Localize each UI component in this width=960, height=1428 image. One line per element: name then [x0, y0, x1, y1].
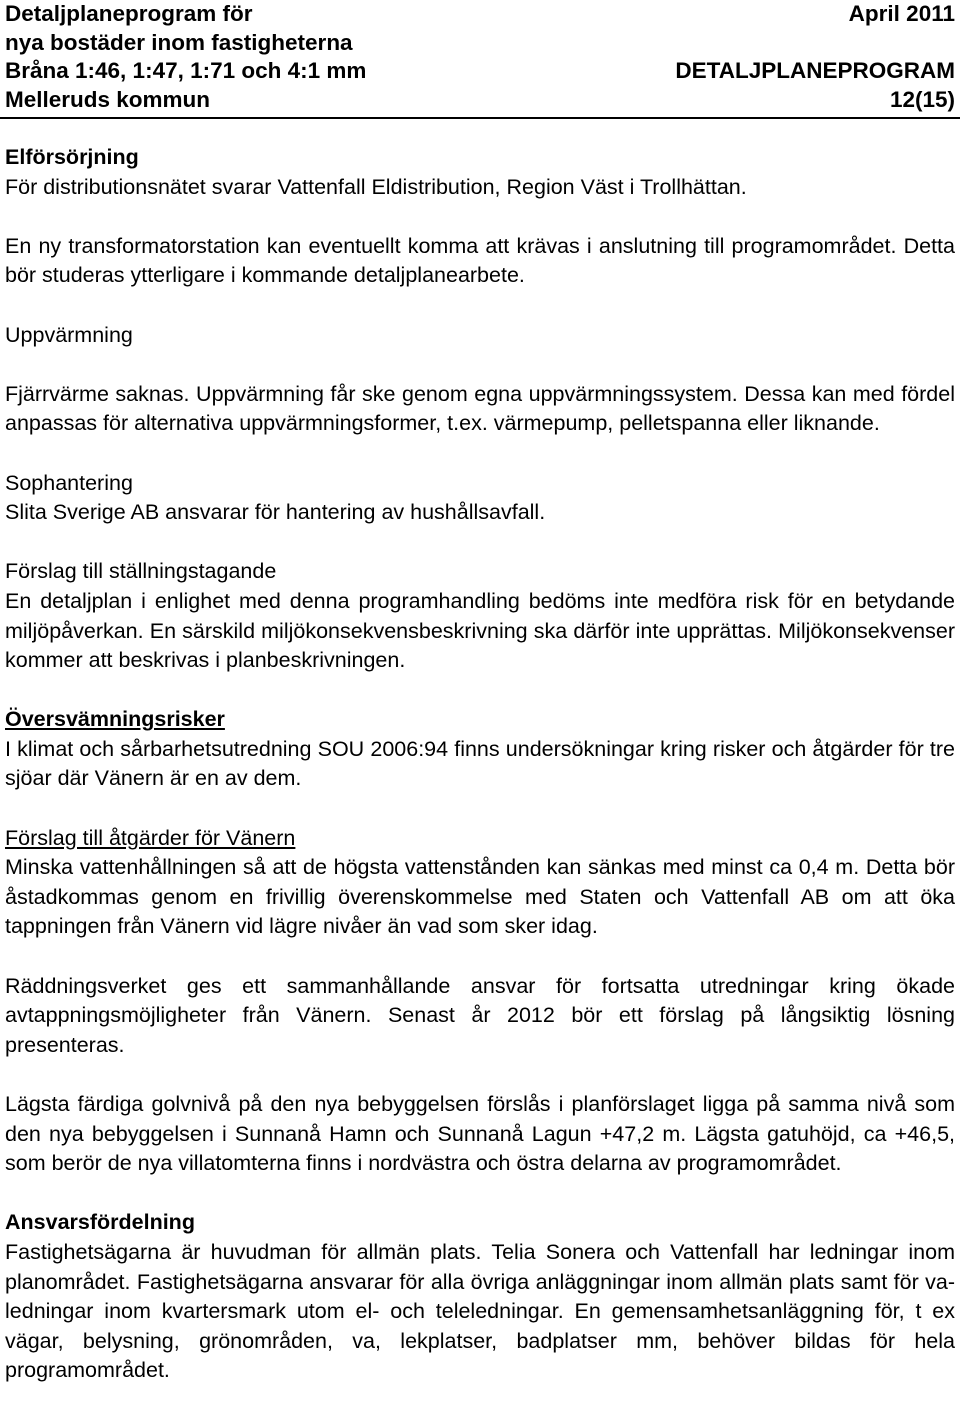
paragraph: Slita Sverige AB ansvarar för hantering av hushållsavfall. — [5, 500, 546, 525]
paragraph: En detaljplan i enlighet med denna programhandling bedöms inte medföra risk för en betydande miljöpåverkan. En särskild miljökonsekvensbeskrivning ska därför inte upprättas. Miljökonsekvenser kommer att beskrivas i planbeskrivningen. — [5, 588, 955, 673]
header-row-2 — [5, 29, 955, 58]
header-divider — [0, 117, 960, 119]
heading-elforsorjning: Elförsörjning — [5, 145, 139, 169]
paragraph: Minska vattenhållningen så att de högsta vattenstånden kan sänkas med minst ca 0,4 m. Detta bör åstadkommas genom en frivillig överenskommelse med Staten och Vattenfall AB om att öka tappningen från Vänern vid lägre nivåer än vad som sker idag. — [5, 855, 955, 939]
header-subtitle: nya bostäder inom fastigheterna — [5, 29, 353, 55]
paragraph: Fastighetsägarna är huvudman för allmän plats. Telia Sonera och Vattenfall har ledningar inom planområdet. Fastighetsägarna ansvarar för alla övriga anläggningar inom allmän plats samt för va-ledningar inom kvartersmark utom el- och teleledningar. En gemensamhetsanläggning för, t ex vägar, belysning, grönområden, va, lekplatser, badplatser mm, behöver bildas för hela programområdet. — [5, 1239, 955, 1383]
header-row-1 — [5, 0, 955, 29]
header-municipality: Melleruds kommun — [5, 86, 211, 112]
paragraph: En ny transformatorstation kan eventuellt komma att krävas i anslutning till programområdet. Detta bör studeras ytterligare i kommande detaljplanearbete. — [5, 233, 955, 288]
header-row-4 — [5, 86, 955, 115]
heading-forslag-stallningstagande: Förslag till ställningstagande — [5, 559, 277, 584]
paragraph: I klimat och sårbarhetsutredning SOU 2006:94 finns undersökningar kring risker och åtgärder för tre sjöar där Vänern är en av dem. — [5, 736, 955, 791]
heading-oversvamningsrisker: Översvämningsrisker — [5, 707, 225, 732]
paragraph: Fjärrvärme saknas. Uppvärmning får ske genom egna uppvärmningssystem. Dessa kan med fördel anpassas för alternativa uppvärmningsformer, t.ex. värmepump, pelletspanna eller liknande. — [5, 381, 955, 436]
heading-ansvarsfordelning: Ansvarsfördelning — [5, 1210, 195, 1235]
paragraph: För distributionsnätet svarar Vattenfall Eldistribution, Region Väst i Trollhättan. — [5, 174, 747, 199]
heading-uppvarmning: Uppvärmning — [5, 322, 133, 347]
heading-atgarder-vanern: Förslag till åtgärder för Vänern — [5, 825, 296, 850]
header-properties: Bråna 1:46, 1:47, 1:71 och 4:1 mm — [5, 58, 367, 83]
header-title: Detaljplaneprogram för — [5, 1, 253, 26]
document-body — [5, 143, 955, 1386]
heading-sophantering: Sophantering — [5, 470, 133, 495]
header-doc-type: DETALJPLANEPROGRAM — [675, 58, 955, 83]
paragraph: Lägsta färdiga golvnivå på den nya bebyggelsen förslås i planförslaget ligga på samma nivå som den nya bebyggelsen i Sunnanå Hamn och Sunnanå Lagun +47,2 m. Lägsta gatuhöjd, ca +46,5, som berör de nya villatomterna finns i nordvästra och östra delarna av programområdet. — [5, 1092, 955, 1176]
header-page-number: 12(15) — [889, 86, 955, 112]
header-row-3 — [5, 57, 955, 86]
paragraph: Räddningsverket ges ett sammanhållande ansvar för fortsatta utredningar kring ökade avtappningsmöjligheter från Vänern. Senast år 2012 bör ett förslag på långsiktig lösning presenteras. — [5, 973, 955, 1057]
page-header — [5, 0, 955, 114]
header-date: April 2011 — [848, 1, 955, 26]
